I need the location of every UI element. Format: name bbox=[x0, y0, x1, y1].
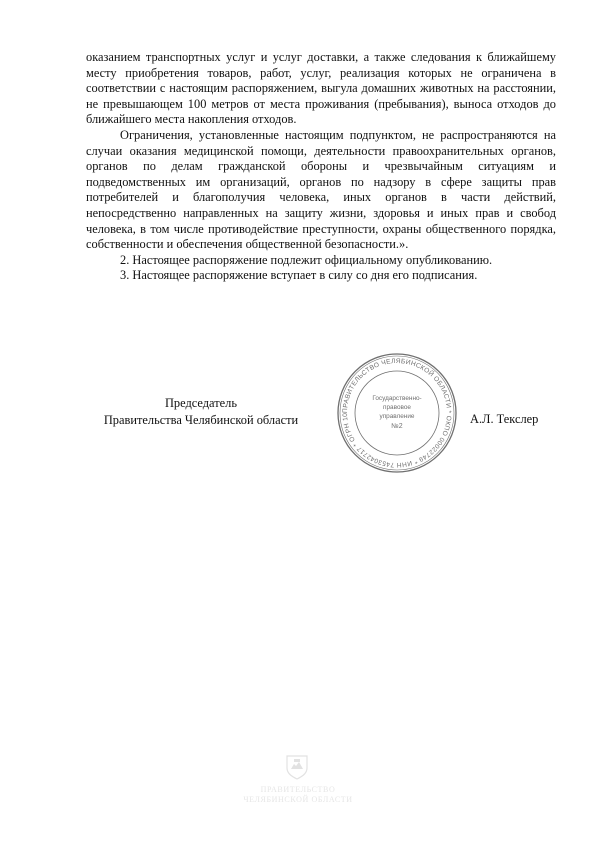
paragraph-item-3: 3. Настоящее распоряжение вступает в силу со дня его подписания. bbox=[120, 268, 478, 283]
watermark-line-1: ПРАВИТЕЛЬСТВО bbox=[260, 785, 336, 794]
signatory-name: А.Л. Текслер bbox=[470, 412, 539, 426]
watermark-line-2: ЧЕЛЯБИНСКОЙ ОБЛАСТИ bbox=[243, 795, 353, 804]
coat-of-arms-icon bbox=[285, 754, 309, 780]
stamp-ring-text: ПРАВИТЕЛЬСТВО ЧЕЛЯБИНСКОЙ ОБЛАСТИ * ОКПО 00022749 * ИНН 7453042717 * ОГРН 10 bbox=[341, 357, 453, 469]
paragraph-continuation: оказанием транспортных услуг и услуг доставки, а также следования к ближайшему месту приобретения товаров, работ, услуг, реализация которых не ограничена в соответствии с настоящим распоряжением, выгула домашних животных на расстоянии, не превышающем 100 метров от места проживания (пребывания), выноса отходов до ближайшего места накопления отходов. bbox=[86, 50, 556, 127]
government-watermark bbox=[218, 752, 378, 812]
position-line-1: Председатель bbox=[164, 396, 237, 410]
official-stamp bbox=[336, 352, 458, 474]
stamp-center-line-1: Государственно- bbox=[372, 395, 422, 402]
paragraph-restrictions: Ограничения, установленные настоящим подпунктом, не распространяются на случаи оказания медицинской помощи, деятельности правоохранительных органов, органов по делам гражданской обороны и чрезвычайным ситуациям и подведомственных им организаций, органов по надзору в сфере защиты прав потребителей и благополучия человека, иных органов в части действий, непосредственно направленных на защиту жизни, здоровья и иных прав и свобод человека, в том числе противодействие преступности, охраны общественного порядка, собственности и обеспечения общественной безопасности.». bbox=[86, 127, 556, 252]
document-body bbox=[86, 50, 556, 284]
position-line-2: Правительства Челябинской области bbox=[103, 413, 299, 427]
stamp-center-line-3: управление bbox=[379, 413, 415, 420]
stamp-center-line-2: правовое bbox=[383, 404, 411, 411]
signatory-position bbox=[86, 395, 316, 429]
stamp-center-line-4: №2 bbox=[391, 423, 403, 430]
paragraph-item-2: 2. Настоящее распоряжение подлежит официальному опубликованию. bbox=[120, 252, 493, 267]
